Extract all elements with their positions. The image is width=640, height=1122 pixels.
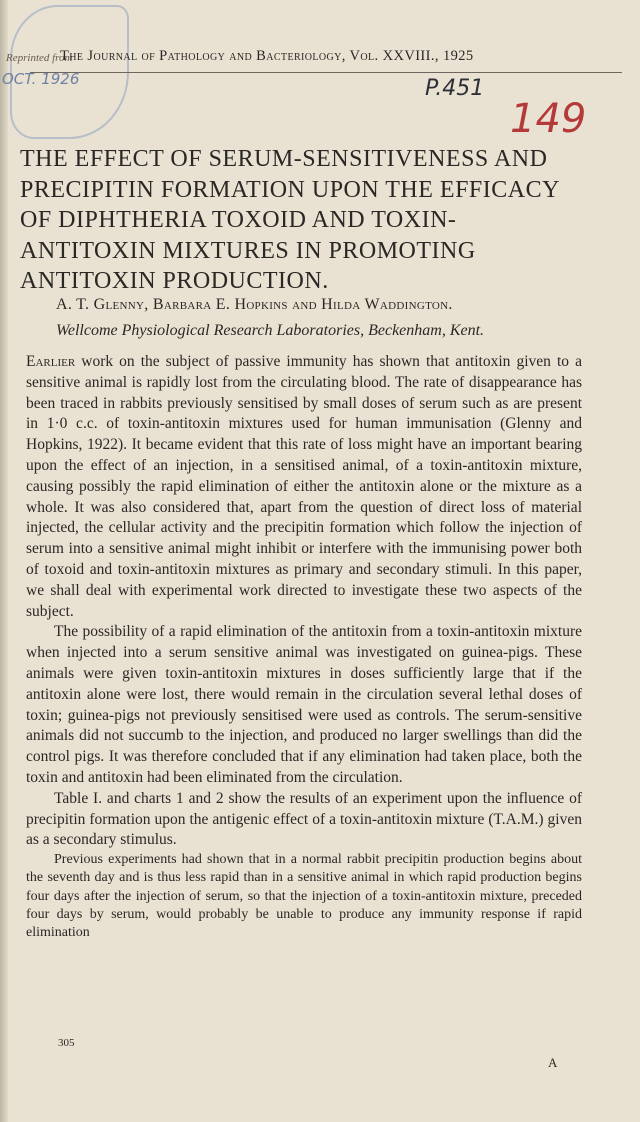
reference-number: P.451 — [425, 76, 485, 101]
reprinted-note: Reprinted from — [6, 52, 73, 64]
paper-authors: A. T. Glenny, Barbara E. Hopkins and Hilda Waddington. — [56, 296, 453, 313]
paragraph-3: Table I. and charts 1 and 2 show the results of an experiment upon the influence of precipitin formation upon the antigenic effect of a toxin-antitoxin mixture (T.A.M.) given as a secondary stimulus. — [26, 789, 582, 849]
stamp-date: OCT. 1926 — [2, 70, 80, 88]
paragraph-4: Previous experiments had shown that in a normal rabbit precipitin production begins about the seventh day and is thus less rapid than in a sensitive animal in which rapid production begins four days after the injection of serum, so that the injection of a toxin-antitoxin mixture, preceded four days by serum, would probably be unable to produce any immunity response if rapid elimination — [26, 852, 582, 940]
handwritten-number: 149 — [510, 96, 587, 142]
paragraph-1-lead: Earlier — [26, 353, 76, 370]
header-rule — [30, 72, 622, 73]
page-edge — [0, 0, 8, 1122]
page-number: 305 — [58, 1037, 75, 1049]
paper-body — [26, 352, 582, 942]
paper-affiliation: Wellcome Physiological Research Laboratories, Beckenham, Kent. — [56, 322, 485, 339]
paper-title: THE EFFECT OF SERUM-SENSITIVENESS AND PRECIPITIN FORMATION UPON THE EFFICACY OF DIPHTHERIA TOXOID AND TOXIN-ANTITOXIN MIXTURES IN PROMOTING ANTITOXIN PRODUCTION. — [20, 146, 560, 294]
signature-mark: A — [548, 1055, 558, 1070]
paragraph-1-text: work on the subject of passive immunity has shown that antitoxin given to a sensitive animal is rapidly lost from the circulating blood. The rate of disappearance has been traced in rabbits previously sensitised by small doses of serum such as are present in 1·0 c.c. of toxin-antitoxin mixtures used for human immunisation (Glenny and Hopkins, 1922). It became evident that this rate of loss might have an important bearing upon the effect of an injection, in a sensitised animal, of a toxin-antitoxin mixture, causing possibly the rapid elimination of either the antitoxin alone or the mixture as a whole. It was also considered that, apart from the question of direct loss of material injected, the cellular activity and the precipitin formation which follow the injection of serum into a sensitive animal might inhibit or interfere with the immunising power both of toxoid and toxin-antitoxin mixtures as primary and secondary stimuli. In this paper, we shall deal with experimental work directed to investigate these two aspects of the subject. — [26, 353, 582, 620]
paragraph-2: The possibility of a rapid elimination of the antitoxin from a toxin-antitoxin mixture when injected into a serum sensitive animal was investigated on guinea-pigs. These animals were given toxin-antitoxin mixtures in doses sufficiently large that if the antitoxin alone were lost, there would remain in the circulation several lethal doses of toxin; guinea-pigs not previously sensitised were used as controls. The serum-sensitive animals did not succumb to the injection, and produced no larger swellings than did the control pigs. It was therefore concluded that if any elimination had taken place, both the toxin and antitoxin had been eliminated from the circulation. — [26, 623, 582, 786]
paragraph-1 — [26, 352, 582, 622]
journal-header: The Journal of Pathology and Bacteriology, Vol. XXVIII., 1925 — [60, 48, 474, 64]
